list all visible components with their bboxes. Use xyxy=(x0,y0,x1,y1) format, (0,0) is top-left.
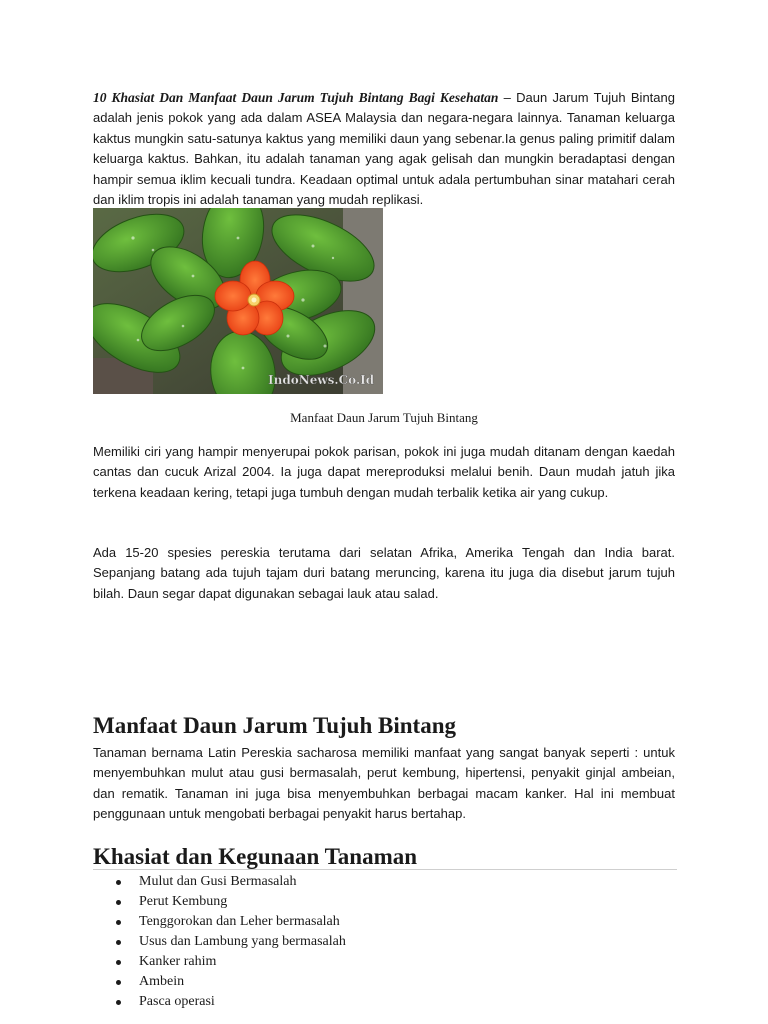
benefits-list xyxy=(93,872,346,1012)
paragraph-2: Ada 15-20 spesies pereskia terutama dari selatan Afrika, Amerika Tengah dan India barat. Sepanjang batang ada tujuh tajam duri batang meruncing, karena itu juga dia disebut jarum tujuh bilah. Daun segar dapat digunakan sebagai lauk atau salad. xyxy=(93,545,675,601)
paragraph-3: Tanaman bernama Latin Pereskia sacharosa memiliki manfaat yang sangat banyak seperti : untuk menyembuhkan mulut atau gusi bermasalah, perut kembung, hipertensi, penyakit ginjal ambeian, dan rematik. Tanaman ini juga bisa menyembuhkan berbagai macam kanker. Hal ini membuat penggunaan untuk mengobati berbagai penyakit harus bertahap. xyxy=(93,745,675,822)
list-item: Usus dan Lambung yang bermasalah xyxy=(93,932,346,952)
intro-text: – Daun Jarum Tujuh Bintang adalah jenis pokok yang ada dalam ASEA Malaysia dan negara-negara lainnya. Tanaman keluarga kaktus mungkin satu-satunya kaktus yang memiliki daun yang sebenar.Ia genus paling primitif dalam keluarga kaktus. Bahkan, itu adalah tanaman yang agak gelisah dan mungkin beradaptasi dengan hampir semua iklim kecuali tundra. Keadaan optimal untuk adala pertumbuhan sinar matahari cerah dan iklim tropis ini adalah tanaman yang mudah replikasi. xyxy=(93,90,675,208)
heading-uses: Khasiat dan Kegunaan Tanaman xyxy=(93,844,418,869)
plant-photo xyxy=(93,208,383,394)
bullet-icon xyxy=(116,1000,121,1005)
image-caption: Manfaat Daun Jarum Tujuh Bintang xyxy=(290,410,478,425)
paragraph-1: Memiliki ciri yang hampir menyerupai pokok parisan, pokok ini juga mudah ditanam dengan kaedah cantas dan cucuk Arizal 2004. Ia juga dapat mereproduksi melalui benih. Daun mudah jatuh jika terkena keadaan kering, tetapi juga tumbuh dengan mudah terbalik ketika air yang cukup. xyxy=(93,444,675,500)
document-page xyxy=(93,88,675,1009)
bullet-icon xyxy=(116,940,121,945)
bullet-icon xyxy=(116,960,121,965)
list-item: Tenggorokan dan Leher bermasalah xyxy=(93,912,346,932)
bullet-icon xyxy=(116,980,121,985)
bullet-icon xyxy=(116,900,121,905)
heading-divider xyxy=(93,869,677,870)
list-item: Mulut dan Gusi Bermasalah xyxy=(93,872,346,892)
bullet-icon xyxy=(116,920,121,925)
list-item: Pasca operasi xyxy=(93,992,346,1012)
intro-paragraph xyxy=(93,88,675,210)
list-item: Ambein xyxy=(93,972,346,992)
article-lead-title: 10 Khasiat Dan Manfaat Daun Jarum Tujuh Bintang Bagi Kesehatan xyxy=(93,90,499,105)
list-item: Kanker rahim xyxy=(93,952,346,972)
image-watermark: IndoNews.Co.Id xyxy=(268,373,375,387)
bullet-icon xyxy=(116,880,121,885)
heading-benefits: Manfaat Daun Jarum Tujuh Bintang xyxy=(93,713,456,738)
list-item: Perut Kembung xyxy=(93,892,346,912)
